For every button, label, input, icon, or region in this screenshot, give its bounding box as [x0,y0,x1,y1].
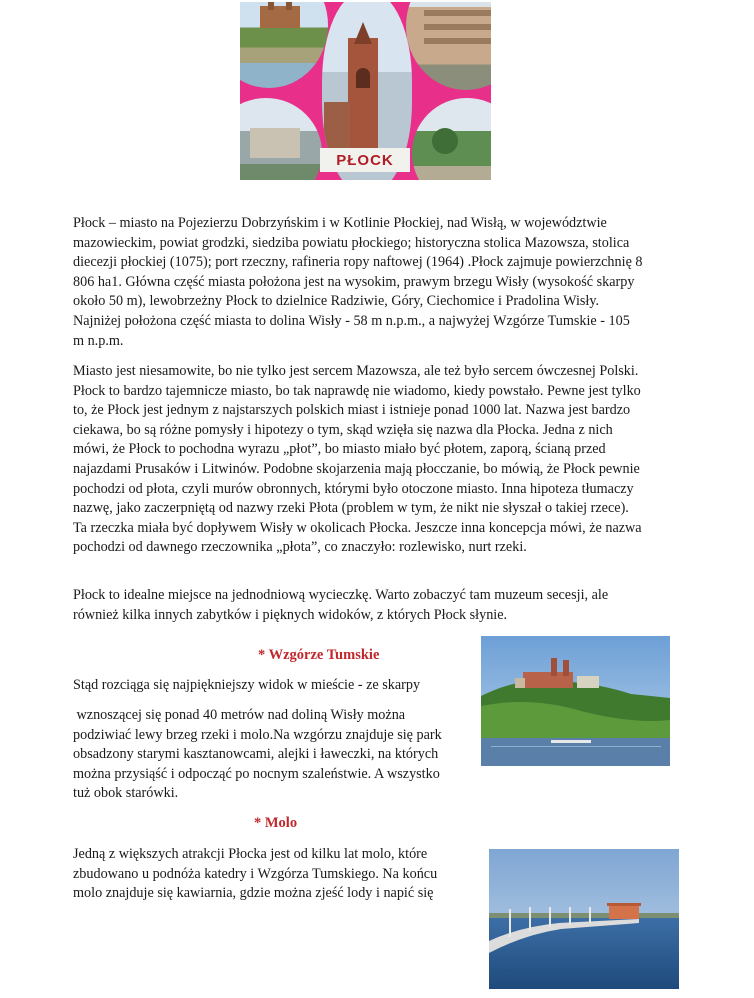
text-line: Stąd rozciąga się najpiękniejszy widok w mieście - ze skarpy [73,677,421,693]
text-line: pochodzi od dawnego rzeczownika „płota”, co znaczyło: rozlewisko, nurt rzeki. [73,539,527,556]
text-line: również kilka innych zabytków i pięknych widoków, z których Płock słynie. [73,606,508,623]
text-line: 806 ha1. Główna część miasta położona jest na wysokim, prawym brzegu Wisły (wysokość skarpy [73,273,635,290]
text-line: Płock to idealne miejsce na jednodniową wycieczkę. Warto zobaczyć tam muzeum secesji, ale [73,587,609,603]
text-line: ciekawa, bo są różne pomysły i hipotezy o tym, skąd wzięła się nazwa dla Płocka. Jedna z nich [73,421,613,438]
text-line: najazdami Prusaków i Litwinów. Podobne skojarzenia mają płocczanie, bo mówią, że Płock pewnie [73,460,640,477]
text-line: Najniżej położona część miasta to dolina Wisły - 58 m n.p.m., a najwyżej Wzgórze Tumskie - 105 [73,312,630,329]
molo-heading: * Molo [254,815,298,831]
text-line: tuż obok starówki. [73,785,179,802]
text-line: nazwę, jako zaczerpniętą od nazwy rzeki Płota (problem w tym, że nikt nie słyszał o takiej rzece). [73,500,629,517]
text-line: pochodzi od płota, czyli murów obronnych, którymi było otoczone miasto. Inna hipoteza tłumaczy [73,480,634,497]
vistula-escarpment-icon [240,2,328,88]
pier-landscape-icon [489,849,679,989]
text-line: można przysiąść i odpocząć po nocnym szaleństwie. A wszystko [73,765,440,782]
wzgorze-tumskie-paragraph [73,706,473,804]
wzgorze-tumskie-heading: * Wzgórze Tumskie [258,647,380,663]
text-line: mazowieckim, powiat grodzki, siedziba powiatu płockiego; historyczna stolica Mazowsza, stolica [73,234,630,251]
text-line: m n.p.m. [73,332,124,349]
text-line: zbudowano u podnóża katedry i Wzgórza Tumskiego. Na końcu [73,865,438,882]
old-building-icon [406,2,491,90]
text-line: molo znajduje się kawiarnia, gdzie można zjeść lody i napić się [73,885,434,902]
text-line: wznoszącej się ponad 40 metrów nad doliną Wisły można [73,707,406,723]
market-square-icon [412,98,491,180]
molo-paragraph [73,845,473,904]
wzgorze-tumskie-photo [481,636,670,766]
history-paragraph [73,362,683,558]
trip-paragraph [73,586,683,625]
text-line: Płock – miasto na Pojezierzu Dobrzyńskim i w Kotlinie Płockiej, nad Wisłą, w województwie [73,215,607,231]
text-line: Jedną z większych atrakcji Płocka jest od kilku lat molo, które [73,846,428,862]
text-line: podziwiać lewy brzeg rzeki i molo.Na wzgórzu znajduje się park [73,726,442,743]
header-postcard-image [240,2,491,180]
street-view-icon [240,98,322,180]
postcard-title: PŁOCK [320,148,410,172]
text-line: około 50 m), lewobrzeżny Płock to dzielnice Radziwie, Góry, Ciechomice i Pradolina Wisły. [73,293,600,310]
text-line: mówi, że Płock to pochodna wyrazu „płot”, bo miasto miało być płotem, zaporą, ścianą przed [73,441,606,458]
text-line: Ta rzeczka miała być dopływem Wisły w okolicach Płocka. Jeszcze inna koncepcja mówi, że nazwa [73,519,642,536]
escarpment-landscape-icon [481,636,670,766]
text-line: diecezji płockiej (1075); port rzeczny, rafineria ropy naftowej (1964) .Płock zajmuje powierzchnię 8 [73,254,643,271]
molo-photo [489,849,679,989]
text-line: Miasto jest niesamowite, bo nie tylko jest sercem Mazowsza, ale też było sercem ówczesnej Polski. [73,363,639,379]
intro-paragraph [73,214,683,351]
text-line: obsadzony starymi kasztanowcami, alejki i ławeczki, na których [73,746,439,763]
text-line: to, że Płock jest jednym z najstarszych polskich miast i istnieje ponad 1000 lat. Nazwa jest bardzo [73,402,631,419]
text-line: Płock to bardzo tajemnicze miasto, bo tak naprawdę nie wiadomo, kiedy powstało. Pewne jest tylko [73,382,641,399]
